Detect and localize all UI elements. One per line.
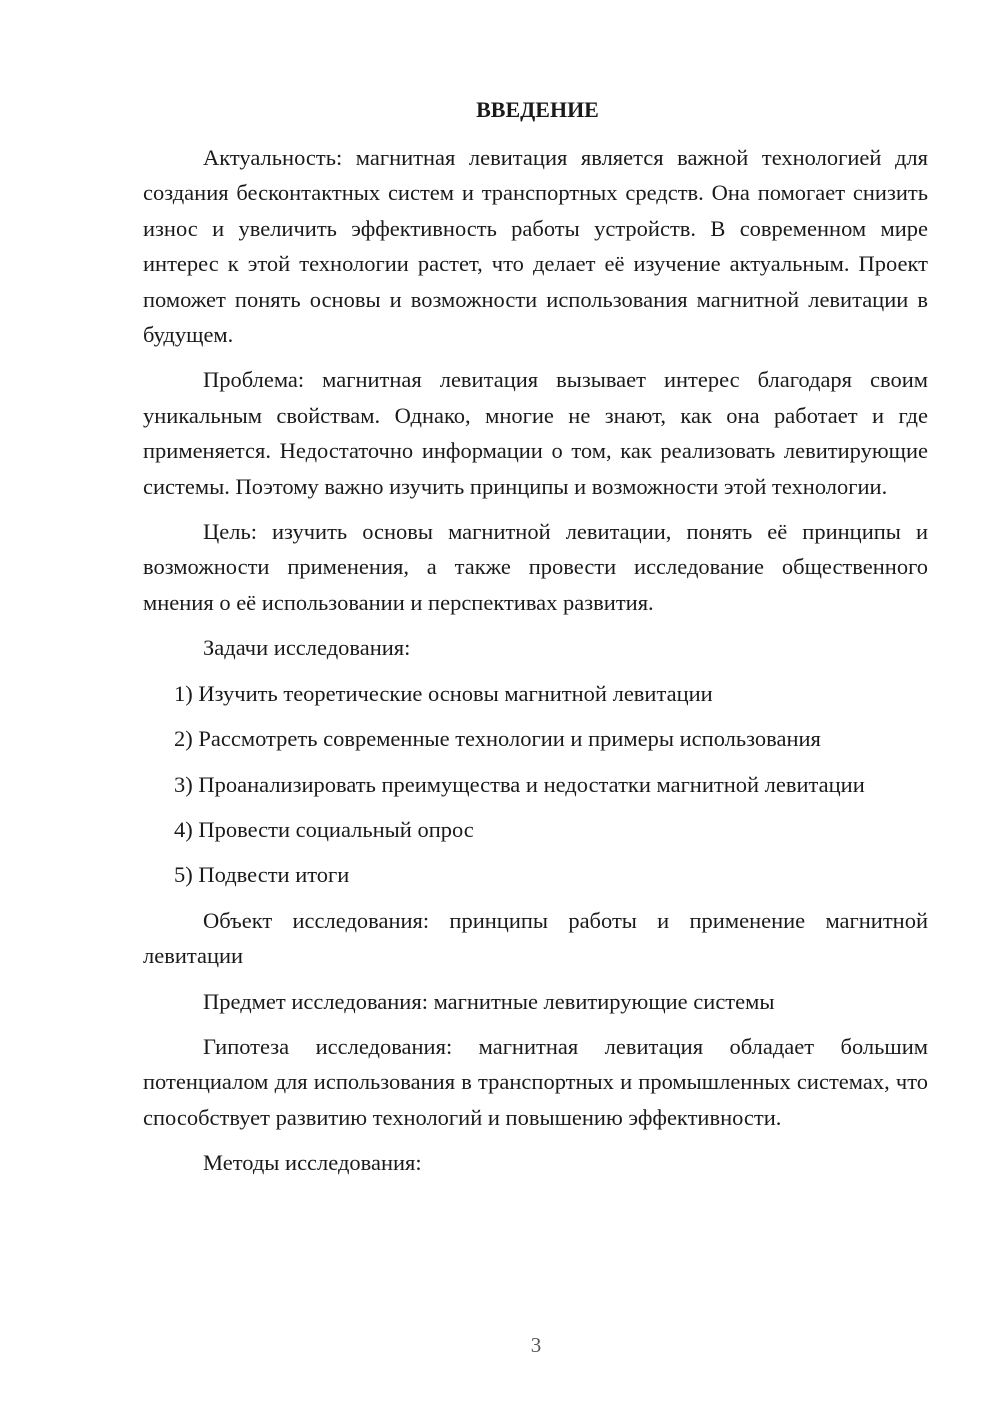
task-item-5: 5) Подвести итоги — [174, 862, 350, 888]
task-item-1: 1) Изучить теоретические основы магнитной левитации — [174, 680, 713, 706]
task-item-4: 4) Провести социальный опрос — [174, 816, 474, 842]
tasks-heading: Задачи исследования: — [203, 635, 411, 661]
paragraph-hypothesis: Гипотеза исследования: магнитная левитация обладает большим потенциалом для использования в транспортных и промышленных системах, что способствует развитию технологий и повышению эффективности. — [143, 1033, 928, 1130]
page-title: ВВЕДЕНИЕ — [476, 97, 599, 122]
methods-heading: Методы исследования: — [203, 1150, 422, 1176]
paragraph-goal: Цель: изучить основы магнитной левитации, понять её принципы и возможности применения, а также провести исследование общественного мнения о её использовании и перспективах развития. — [143, 519, 928, 615]
task-item-2: 2) Рассмотреть современные технологии и примеры использования — [174, 726, 821, 752]
paragraph-object: Объект исследования: принципы работы и применение магнитной левитации — [143, 907, 928, 969]
paragraph-relevance: Актуальность: магнитная левитация является важной технологией для создания бесконтактных систем и транспортных средств. Она помогает снизить износ и увеличить эффективность работы устройств. В современном мире интерес к этой технологии растет, что делает её изучение актуальным. Проект поможет понять основы и возможности использования магнитной левитации в будущем. — [143, 145, 928, 348]
task-item-3: 3) Проанализировать преимущества и недостатки магнитной левитации — [174, 771, 865, 797]
page-number: 3 — [530, 1333, 542, 1357]
paragraph-problem: Проблема: магнитная левитация вызывает интерес благодаря своим уникальным свойствам. Однако, многие не знают, как она работает и где применяется. Недостаточно информации о том, как реализовать левитирующие системы. Поэтому важно изучить принципы и возможности этой технологии. — [143, 367, 928, 499]
paragraph-subject: Предмет исследования: магнитные левитирующие системы — [203, 988, 775, 1014]
document-page — [143, 92, 928, 1181]
